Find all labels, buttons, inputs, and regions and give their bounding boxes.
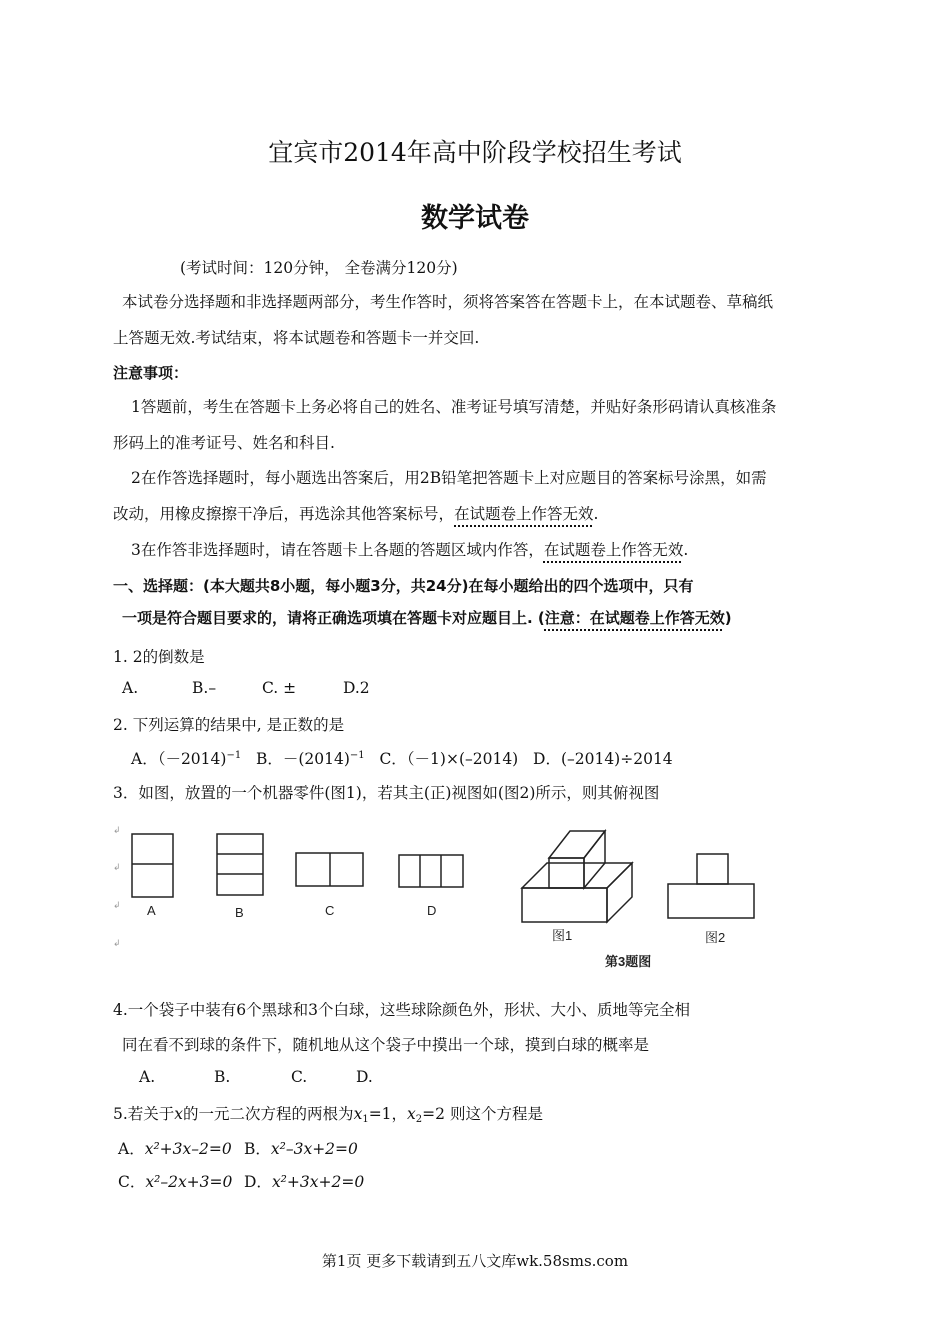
q2-stem: 2. 下列运算的结果中, 是正数的是 [113,716,345,734]
notice-item-3-emphasis: 在试题卷上作答无效 [543,541,684,559]
q4-option-b: B. [214,1068,231,1086]
notice-item-1-line-1: 1答题前，考生在答题卡上务必将自己的姓名、准考证号填写清楚，并贴好条形码请认真核准条 [131,398,777,416]
q1-option-c: C. ± [262,679,297,697]
q5-stem: 5.若关于x的一元二次方程的两根为$x_1=1$，$x_2=2$ 则这个方程是 [113,1105,543,1125]
label-d: D [427,903,437,918]
q4-line-1: 4.一个袋子中装有6个黑球和3个白球，这些球除颜色外，形状、大小、质地等完全相 [113,1001,691,1019]
notice-item-2-line-2 [113,502,598,524]
q5-option-a: A．x²+3x–2=0 [118,1140,232,1158]
section-1-text: 一项是符合题目要求的，请将正确选项填在答题卡对应题目上. ( [122,609,545,627]
notice-item-3-period: . [683,541,689,559]
notice-item-2-text: 改动，用橡皮擦擦干净后，再选涂其他答案标号， [113,505,455,523]
notice-item-3-text: 3在作答非选择题时，请在答题卡上各题的答题区域内作答， [131,541,544,559]
exam-subtitle: 数学试卷 [421,203,529,234]
intro-line-1: 本试卷分选择题和非选择题两部分，考生作答时，须将答案答在答题卡上，在本试题卷、草稿纸 [122,293,774,311]
svg-text:↲: ↲ [113,900,121,910]
q1-option-d: D.2 [343,679,370,697]
svg-text:↲: ↲ [113,825,121,835]
label-fig-1: 图1 [552,928,573,943]
label-a: A [147,903,156,918]
option-b-shape [217,834,263,895]
q1-stem: 1. 2的倒数是 [113,648,205,666]
notice-item-1-line-2: 形码上的准考证号、姓名和科目. [113,434,335,452]
q2-option-c: C．（－1)×(–2014) [379,750,519,768]
q2-option-b: B．$-(2014)^{-1}$ [255,750,365,768]
label-fig-2: 图2 [705,930,726,945]
notice-item-2-line-1: 2在作答选择题时，每小题选出答案后，用2B铅笔把答题卡上对应题目的答案标号涂黑，如需 [131,469,767,487]
section-1-line-1: 一、选择题：(本大题共8小题，每小题3分，共24分)在每小题给出的四个选项中，只有 [113,577,694,595]
figure-2-front-view [668,854,754,918]
label-b: B [235,905,244,920]
q5-option-c: C．x²–2x+3=0 [118,1173,233,1191]
section-1-emphasis: 注意：在试题卷上作答无效 [544,609,725,627]
figure-caption: 第3题图 [605,954,652,968]
exam-info: (考试时间：120分钟， 全卷满分120分) [180,259,458,277]
notice-item-2-emphasis: 在试题卷上作答无效 [454,505,594,523]
option-a-shape [132,834,173,897]
section-1-line-2 [122,607,732,628]
svg-text:↲: ↲ [113,862,121,872]
q5-option-d: D．x²+3x+2=0 [244,1173,365,1191]
q4-option-a: A. [139,1068,156,1086]
figure-1-part [522,831,632,922]
q4-option-c: C. [291,1068,308,1086]
label-c: C [325,903,335,918]
q2-option-d: D．(–2014)÷2014 [533,750,673,768]
notice-item-2-period: . [593,505,599,523]
intro-line-2: 上答题无效.考试结束，将本试题卷和答题卡一并交回. [113,329,480,347]
q1-option-b: B.– [192,679,217,697]
section-1-close: ) [724,609,732,627]
exam-title: 宜宾市2014年高中阶段学校招生考试 [268,138,682,167]
option-d-shape [399,855,463,887]
page-footer: 第1页 更多下载请到五八文库wk.58sms.com [321,1252,629,1270]
q3-stem: 3．如图，放置的一个机器零件(图1)，若其主(正)视图如(图2)所示，则其俯视图 [113,784,660,802]
q2-option-a: A．（－2014)$^{-1}$ [131,750,242,768]
q4-line-2: 同在看不到球的条件下，随机地从这个袋子中摸出一个球，摸到白球的概率是 [122,1036,650,1054]
q5-option-b: B．x²–3x+2=0 [244,1140,358,1158]
q4-option-d: D. [356,1068,373,1086]
q1-option-a: A. [122,679,139,697]
svg-text:↲: ↲ [113,938,121,948]
notice-heading: 注意事项： [113,364,189,382]
q2-options [131,747,673,769]
notice-item-3 [131,538,688,560]
q3-figure [105,818,785,968]
